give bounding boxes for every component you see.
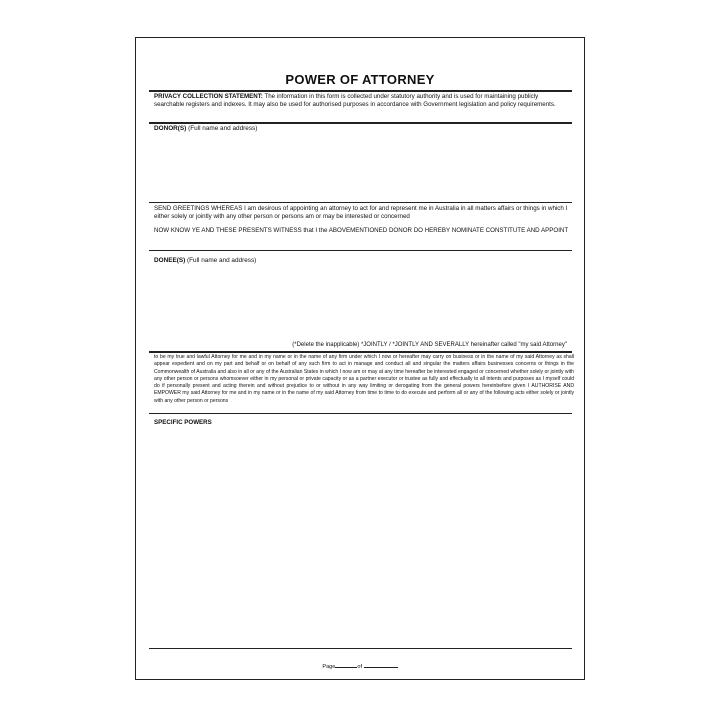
- donee-divider: [149, 351, 572, 353]
- privacy-statement: [154, 93, 569, 109]
- jointly-note: (*Delete the inapplicable) *JOINTLY / *JOINTLY AND SEVERALLY hereinafter called "my said Attorney": [292, 342, 567, 348]
- witness-divider: [149, 250, 572, 251]
- page-total-field[interactable]: [364, 661, 398, 668]
- donee-section-label: [154, 257, 256, 264]
- attorney-powers-text: to be my true and lawful Attorney for me and in my name or in the name of any firm under which I now or hereafter may carry on business or in the name of my said Attorney as shall appear expedient and on my part and behalf or on behalf of any such firm to act in manage and conduct all and singular the matters affairs businesses concerns or things in the Commonwealth of Australia and also in all or any of the Australian States in which I now am or may at any time hereafter be interested engaged or concerned whether solely or jointly with any other person or persons whomsoever either in my personal or private capacity or as a partner executor or trustee as fully and effectually to all intents and purposes as I myself could do if personally present and acting therein and without prejudice to or without in any way limiting or derogating from the general powers hereinbefore given I AUTHORISE AND EMPOWER my said Attorney for me and in my name or in the name of my said Attorney from time to time to do execute and perform all or any of the following acts either solely or jointly with any other person or persons: [154, 354, 574, 404]
- powers-divider: [149, 413, 572, 414]
- donor-section-label: [154, 125, 257, 132]
- title-divider: [149, 90, 572, 92]
- donor-field[interactable]: [154, 136, 569, 200]
- specific-powers-field[interactable]: [154, 430, 569, 645]
- greetings-text: SEND GREETINGS WHEREAS I am desirous of appointing an attorney to act for and represent me in Australia in all matters affairs or things in which I either solely or jointly with any other person or persons am or may be interested or concerned: [154, 205, 568, 221]
- witness-text: NOW KNOW YE AND THESE PRESENTS WITNESS that I the ABOVEMENTIONED DONOR DO HEREBY NOMINATE CONSTITUTE AND APPOINT: [154, 227, 569, 234]
- power-of-attorney-form: [135, 37, 585, 680]
- donee-field[interactable]: [154, 268, 569, 338]
- donor-label: DONOR(S): [154, 125, 187, 132]
- donor-divider: [149, 202, 572, 203]
- form-title: POWER OF ATTORNEY: [285, 72, 435, 87]
- donee-hint: (Full name and address): [185, 257, 257, 264]
- privacy-divider: [149, 122, 572, 124]
- donor-hint: (Full name and address): [186, 125, 258, 132]
- privacy-label: PRIVACY COLLECTION STATEMENT:: [154, 93, 263, 100]
- page-footer: [136, 661, 584, 670]
- footer-of-label: of: [357, 664, 363, 670]
- privacy-text: The information in this form is collected under statutory authority and is used for maintaining publicly searchable registers and indexes. It may also be used for authorised purposes in accordance with Government legislation and policy requirements.: [154, 93, 556, 109]
- page-number-field[interactable]: [335, 661, 357, 668]
- footer-divider: [149, 648, 572, 649]
- footer-page-label: Page: [322, 664, 336, 670]
- donee-label: DONEE(S): [154, 257, 186, 264]
- specific-powers-label: SPECIFIC POWERS: [154, 419, 212, 426]
